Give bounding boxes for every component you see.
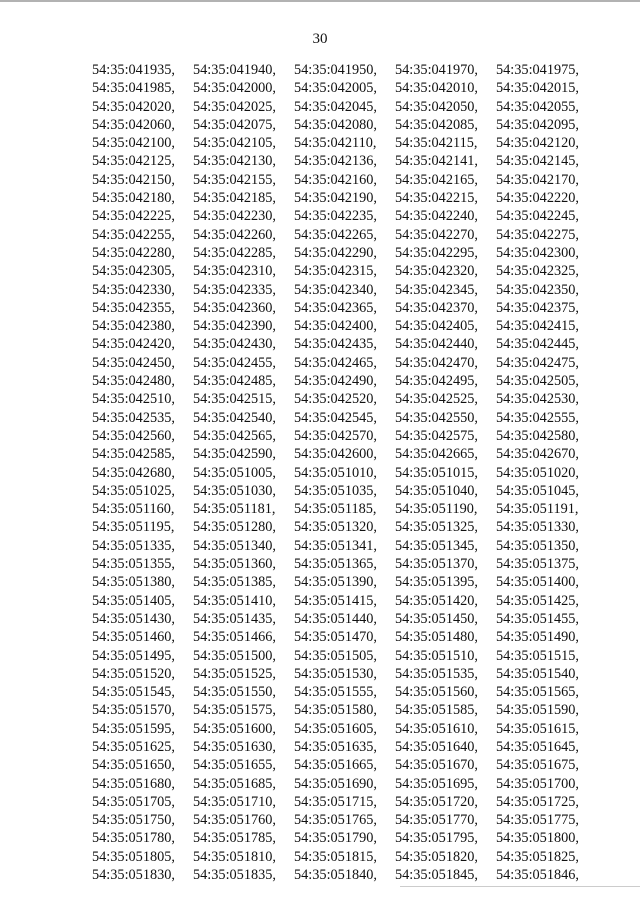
cadastral-number: 54:35:042430,: [193, 336, 277, 353]
cadastral-number: 54:35:051545,: [92, 684, 176, 701]
cadastral-number: 54:35:042670,: [496, 446, 580, 463]
cadastral-number: 54:35:041940,: [193, 62, 277, 78]
cadastral-number: 54:35:051005,: [193, 464, 277, 481]
cadastral-number-list: [92, 61, 592, 884]
cadastral-number: 54:35:051365,: [294, 556, 378, 573]
cadastral-number: 54:35:051330,: [496, 519, 580, 536]
cadastral-number: 54:35:042020,: [92, 98, 176, 115]
cadastral-number: 54:35:051805,: [92, 848, 176, 865]
cadastral-number: 54:35:051490,: [496, 629, 580, 646]
cadastral-number: 54:35:042100,: [92, 135, 176, 152]
cadastral-number: 54:35:051450,: [395, 610, 479, 627]
cadastral-number: 54:35:051360,: [193, 556, 277, 573]
cadastral-number: 54:35:051415,: [294, 592, 378, 609]
cadastral-number: 54:35:042400,: [294, 318, 378, 335]
cadastral-number: 54:35:051380,: [92, 574, 176, 591]
cadastral-number: 54:35:042420,: [92, 336, 176, 353]
cadastral-number: 54:35:041970,: [395, 62, 479, 78]
cadastral-number: 54:35:051580,: [294, 702, 378, 719]
cadastral-number: 54:35:051525,: [193, 665, 277, 682]
cadastral-number: 54:35:051345,: [395, 537, 479, 554]
cadastral-number: 54:35:042055,: [496, 98, 580, 115]
cadastral-number: 54:35:042445,: [496, 336, 580, 353]
cadastral-number: 54:35:042680,: [92, 464, 176, 481]
cadastral-number: 54:35:051555,: [294, 684, 378, 701]
cadastral-number: 54:35:051280,: [193, 519, 277, 536]
cadastral-number: 54:35:051600,: [193, 720, 277, 737]
cadastral-number: 54:35:042435,: [294, 336, 378, 353]
cadastral-number: 54:35:051810,: [193, 848, 277, 865]
cadastral-number: 54:35:042370,: [395, 299, 479, 316]
cadastral-number: 54:35:051830,: [92, 867, 176, 884]
cadastral-number: 54:35:042085,: [395, 116, 479, 133]
cadastral-number: 54:35:051190,: [395, 501, 478, 518]
cadastral-number: 54:35:042440,: [395, 336, 479, 353]
cadastral-number: 54:35:042600,: [294, 446, 378, 463]
cadastral-number: 54:35:042130,: [193, 153, 277, 170]
cadastral-number: 54:35:042465,: [294, 354, 378, 371]
cadastral-number: 54:35:051835,: [193, 867, 277, 884]
cadastral-number: 54:35:051020,: [496, 464, 580, 481]
cadastral-number: 54:35:051510,: [395, 647, 479, 664]
cadastral-number: 54:35:042345,: [395, 281, 479, 298]
scan-top-edge: [0, 0, 640, 2]
cadastral-number: 54:35:051375,: [496, 556, 580, 573]
cadastral-number: 54:35:051715,: [294, 793, 378, 810]
cadastral-number: 54:35:051705,: [92, 793, 176, 810]
cadastral-number: 54:35:051460,: [92, 629, 176, 646]
cadastral-number: 54:35:051595,: [92, 720, 176, 737]
cadastral-number: 54:35:051335,: [92, 537, 176, 554]
cadastral-number: 54:35:051640,: [395, 738, 479, 755]
cadastral-number: 54:35:051695,: [395, 775, 479, 792]
cadastral-number: 54:35:051795,: [395, 830, 479, 847]
cadastral-number: 54:35:051385,: [193, 574, 277, 591]
cadastral-number: 54:35:042535,: [92, 409, 176, 426]
cadastral-number: 54:35:051520,: [92, 665, 176, 682]
cadastral-number: 54:35:051035,: [294, 482, 378, 499]
cadastral-number: 54:35:042240,: [395, 208, 479, 225]
cadastral-number: 54:35:042580,: [496, 427, 580, 444]
cadastral-number: 54:35:042545,: [294, 409, 378, 426]
cadastral-number: 54:35:042495,: [395, 373, 479, 390]
cadastral-number: 54:35:051435,: [193, 610, 277, 627]
cadastral-number: 54:35:042455,: [193, 354, 277, 371]
cadastral-number: 54:35:042480,: [92, 373, 176, 390]
cadastral-number: 54:35:051625,: [92, 738, 176, 755]
cadastral-number: 54:35:051725,: [496, 793, 580, 810]
cadastral-number: 54:35:051500,: [193, 647, 277, 664]
cadastral-number: 54:35:042575,: [395, 427, 479, 444]
cadastral-number: 54:35:042245,: [496, 208, 580, 225]
cadastral-number: 54:35:051341,: [294, 537, 378, 554]
cadastral-number: 54:35:042110,: [294, 135, 377, 152]
cadastral-number: 54:35:051025,: [92, 482, 176, 499]
cadastral-number: 54:35:051820,: [395, 848, 479, 865]
cadastral-number: 54:35:042000,: [193, 80, 277, 97]
cadastral-number: 54:35:051585,: [395, 702, 479, 719]
cadastral-number: 54:35:051800,: [496, 830, 580, 847]
cadastral-number: 54:35:051635,: [294, 738, 378, 755]
cadastral-number: 54:35:042380,: [92, 318, 176, 335]
cadastral-number: 54:35:051350,: [496, 537, 580, 554]
cadastral-number: 54:35:042270,: [395, 226, 479, 243]
cadastral-number: 54:35:042555,: [496, 409, 580, 426]
cadastral-number: 54:35:042060,: [92, 116, 176, 133]
cadastral-number: 54:35:042230,: [193, 208, 277, 225]
cadastral-number: 54:35:051575,: [193, 702, 277, 719]
cadastral-number: 54:35:051191,: [496, 501, 579, 518]
cadastral-number: 54:35:042360,: [193, 299, 277, 316]
cadastral-number: 54:35:042025,: [193, 98, 277, 115]
cadastral-number: 54:35:051815,: [294, 848, 378, 865]
cadastral-number: 54:35:051665,: [294, 757, 378, 774]
cadastral-number: 54:35:041935,: [92, 62, 176, 78]
cadastral-number: 54:35:042315,: [294, 263, 378, 280]
cadastral-number: 54:35:042390,: [193, 318, 277, 335]
cadastral-number: 54:35:051570,: [92, 702, 176, 719]
scan-bottom-edge: [400, 886, 640, 887]
cadastral-number: 54:35:042570,: [294, 427, 378, 444]
cadastral-number: 54:35:042180,: [92, 190, 176, 207]
cadastral-number: 54:35:042530,: [496, 391, 580, 408]
cadastral-number: 54:35:042475,: [496, 354, 580, 371]
cadastral-number: 54:35:042355,: [92, 299, 176, 316]
cadastral-number: 54:35:042141,: [395, 153, 479, 170]
cadastral-number: 54:35:051181,: [193, 501, 276, 518]
cadastral-number: 54:35:051505,: [294, 647, 378, 664]
cadastral-number: 54:35:042565,: [193, 427, 277, 444]
cadastral-number: 54:35:051675,: [496, 757, 580, 774]
cadastral-number: 54:35:042185,: [193, 190, 277, 207]
cadastral-number: 54:35:051370,: [395, 556, 479, 573]
cadastral-number: 54:35:042335,: [193, 281, 277, 298]
cadastral-number: 54:35:042170,: [496, 171, 580, 188]
cadastral-number: 54:35:051760,: [193, 812, 277, 829]
cadastral-number: 54:35:042525,: [395, 391, 479, 408]
cadastral-number: 54:35:042285,: [193, 244, 277, 261]
cadastral-number: 54:35:042280,: [92, 244, 176, 261]
cadastral-number: 54:35:042325,: [496, 263, 580, 280]
cadastral-number: 54:35:042375,: [496, 299, 580, 316]
cadastral-number: 54:35:042275,: [496, 226, 580, 243]
cadastral-number: 54:35:051846,: [496, 867, 580, 884]
cadastral-number: 54:35:051495,: [92, 647, 176, 664]
cadastral-number: 54:35:051040,: [395, 482, 479, 499]
cadastral-number: 54:35:051825,: [496, 848, 580, 865]
cadastral-number: 54:35:051325,: [395, 519, 479, 536]
cadastral-number: 54:35:051720,: [395, 793, 479, 810]
cadastral-number: 54:35:051395,: [395, 574, 479, 591]
cadastral-number: 54:35:051195,: [92, 519, 175, 536]
cadastral-number: 54:35:051470,: [294, 629, 378, 646]
cadastral-number: 54:35:042590,: [193, 446, 277, 463]
cadastral-number: 54:35:051355,: [92, 556, 176, 573]
cadastral-number: 54:35:042415,: [496, 318, 580, 335]
cadastral-number: 54:35:051466,: [193, 629, 277, 646]
page-number: 30: [312, 31, 328, 47]
cadastral-number: 54:35:042305,: [92, 263, 176, 280]
cadastral-number: 54:35:042145,: [496, 153, 580, 170]
cadastral-number: 54:35:042045,: [294, 98, 378, 115]
cadastral-number: 54:35:042320,: [395, 263, 479, 280]
cadastral-number: 54:35:051430,: [92, 610, 176, 627]
cadastral-number: 54:35:042340,: [294, 281, 378, 298]
cadastral-number: 54:35:042365,: [294, 299, 378, 316]
cadastral-number: 54:35:042190,: [294, 190, 378, 207]
cadastral-number: 54:35:051750,: [92, 812, 176, 829]
cadastral-number: 54:35:042235,: [294, 208, 378, 225]
cadastral-number: 54:35:042300,: [496, 244, 580, 261]
cadastral-number: 54:35:042520,: [294, 391, 378, 408]
cadastral-number: 54:35:042225,: [92, 208, 176, 225]
cadastral-number: 54:35:051680,: [92, 775, 176, 792]
cadastral-number: 54:35:051530,: [294, 665, 378, 682]
cadastral-number: 54:35:051515,: [496, 647, 580, 664]
cadastral-number: 54:35:051410,: [193, 592, 277, 609]
cadastral-number: 54:35:051015,: [395, 464, 479, 481]
cadastral-number: 54:35:042010,: [395, 80, 479, 97]
cadastral-number: 54:35:041950,: [294, 62, 378, 78]
cadastral-number: 54:35:051785,: [193, 830, 277, 847]
cadastral-number: 54:35:051650,: [92, 757, 176, 774]
cadastral-number: 54:35:041975,: [496, 62, 580, 78]
cadastral-number: 54:35:042405,: [395, 318, 479, 335]
cadastral-number: 54:35:042080,: [294, 116, 378, 133]
cadastral-number: 54:35:051845,: [395, 867, 479, 884]
cadastral-number: 54:35:051770,: [395, 812, 479, 829]
cadastral-number: 54:35:042265,: [294, 226, 378, 243]
cadastral-number: 54:35:042015,: [496, 80, 580, 97]
cadastral-number: 54:35:051700,: [496, 775, 580, 792]
cadastral-number: 54:35:051590,: [496, 702, 580, 719]
cadastral-number: 54:35:051320,: [294, 519, 378, 536]
cadastral-number: 54:35:051775,: [496, 812, 580, 829]
cadastral-number: 54:35:051790,: [294, 830, 378, 847]
cadastral-number: 54:35:051615,: [496, 720, 580, 737]
cadastral-number: 54:35:042330,: [92, 281, 176, 298]
cadastral-number: 54:35:051550,: [193, 684, 277, 701]
cadastral-number: 54:35:042095,: [496, 116, 580, 133]
cadastral-number: 54:35:042290,: [294, 244, 378, 261]
cadastral-number: 54:35:051840,: [294, 867, 378, 884]
cadastral-number: 54:35:042470,: [395, 354, 479, 371]
cadastral-number: 54:35:051655,: [193, 757, 277, 774]
cadastral-number: 54:35:051610,: [395, 720, 479, 737]
cadastral-number: 54:35:051425,: [496, 592, 580, 609]
cadastral-number: 54:35:042540,: [193, 409, 277, 426]
cadastral-number: 54:35:051030,: [193, 482, 277, 499]
cadastral-number: 54:35:042050,: [395, 98, 479, 115]
cadastral-number: 54:35:041985,: [92, 80, 176, 97]
cadastral-number: 54:35:051405,: [92, 592, 176, 609]
cadastral-number: 54:35:051535,: [395, 665, 479, 682]
cadastral-number: 54:35:051630,: [193, 738, 277, 755]
cadastral-number: 54:35:042295,: [395, 244, 479, 261]
cadastral-number: 54:35:042105,: [193, 135, 277, 152]
cadastral-number: 54:35:051390,: [294, 574, 378, 591]
cadastral-number: 54:35:042215,: [395, 190, 479, 207]
cadastral-number: 54:35:042260,: [193, 226, 277, 243]
cadastral-number: 54:35:042310,: [193, 263, 277, 280]
cadastral-number: 54:35:051690,: [294, 775, 378, 792]
cadastral-number: 54:35:051045,: [496, 482, 580, 499]
cadastral-number: 54:35:042550,: [395, 409, 479, 426]
cadastral-number: 54:35:042160,: [294, 171, 378, 188]
cadastral-number: 54:35:042125,: [92, 153, 176, 170]
cadastral-number: 54:35:051710,: [193, 793, 277, 810]
cadastral-number: 54:35:042585,: [92, 446, 176, 463]
cadastral-number: 54:35:051645,: [496, 738, 580, 755]
cadastral-number: 54:35:051565,: [496, 684, 580, 701]
cadastral-number: 54:35:042165,: [395, 171, 479, 188]
cadastral-number: 54:35:042505,: [496, 373, 580, 390]
cadastral-number: 54:35:042255,: [92, 226, 176, 243]
cadastral-number: 54:35:051480,: [395, 629, 479, 646]
cadastral-number: 54:35:051420,: [395, 592, 479, 609]
cadastral-number: 54:35:042515,: [193, 391, 277, 408]
cadastral-number: 54:35:042075,: [193, 116, 277, 133]
cadastral-number: 54:35:051670,: [395, 757, 479, 774]
cadastral-number: 54:35:051765,: [294, 812, 378, 829]
cadastral-number: 54:35:042485,: [193, 373, 277, 390]
cadastral-number: 54:35:042155,: [193, 171, 277, 188]
cadastral-number: 54:35:042490,: [294, 373, 378, 390]
cadastral-number: 54:35:051455,: [496, 610, 580, 627]
cadastral-number: 54:35:051400,: [496, 574, 580, 591]
cadastral-number: 54:35:042120,: [496, 135, 580, 152]
cadastral-number: 54:35:051160,: [92, 501, 175, 518]
cadastral-number: 54:35:051185,: [294, 501, 377, 518]
cadastral-number: 54:35:051780,: [92, 830, 176, 847]
cadastral-number: 54:35:051340,: [193, 537, 277, 554]
cadastral-number: 54:35:042220,: [496, 190, 580, 207]
cadastral-number: 54:35:051440,: [294, 610, 378, 627]
cadastral-number: 54:35:042136,: [294, 153, 378, 170]
cadastral-number: 54:35:051685,: [193, 775, 277, 792]
cadastral-number: 54:35:042510,: [92, 391, 176, 408]
cadastral-number: 54:35:051540,: [496, 665, 580, 682]
cadastral-number: 54:35:051605,: [294, 720, 378, 737]
cadastral-number: 54:35:042450,: [92, 354, 176, 371]
cadastral-number: 54:35:042005,: [294, 80, 378, 97]
cadastral-number: 54:35:051560,: [395, 684, 479, 701]
cadastral-number: 54:35:042350,: [496, 281, 580, 298]
cadastral-number: 54:35:042560,: [92, 427, 176, 444]
cadastral-number: 54:35:042115,: [395, 135, 478, 152]
cadastral-number: 54:35:051010,: [294, 464, 378, 481]
cadastral-number: 54:35:042150,: [92, 171, 176, 188]
cadastral-number: 54:35:042665,: [395, 446, 479, 463]
